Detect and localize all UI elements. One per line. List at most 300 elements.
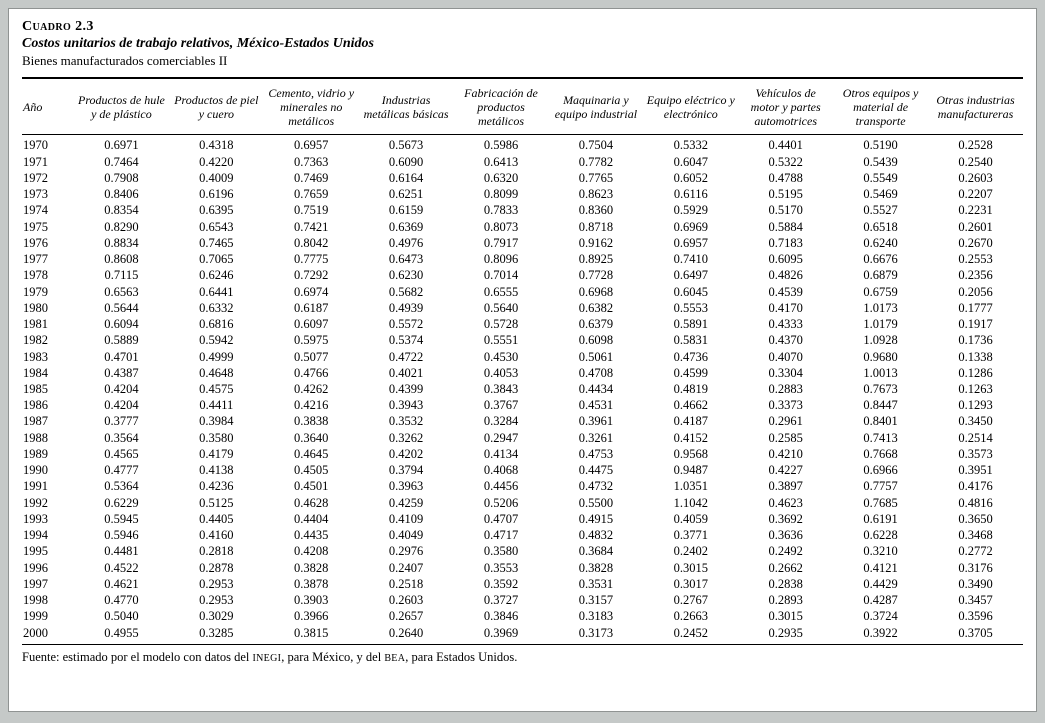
value-cell: 0.2961: [768, 414, 803, 429]
year-cell: 1984: [23, 365, 48, 380]
value-cell: 0.4134: [483, 446, 519, 461]
value-cell: 0.9680: [863, 349, 898, 364]
value-cell: 0.5439: [863, 154, 898, 169]
value-cell: 0.4401: [768, 138, 803, 153]
value-cell: 0.5040: [104, 609, 139, 624]
value-cell: 0.4628: [294, 495, 329, 510]
value-cell: 0.7765: [578, 170, 614, 185]
value-cell: 0.4708: [578, 365, 614, 380]
value-cell: 0.4318: [199, 138, 234, 153]
data-table: [22, 77, 1023, 645]
table-row: [22, 560, 1023, 576]
value-cell: 0.7183: [768, 235, 803, 250]
value-cell: 0.4049: [388, 528, 424, 543]
value-cell: 0.2976: [388, 544, 424, 559]
table-row: [22, 333, 1023, 349]
value-cell: 0.4722: [388, 349, 424, 364]
value-cell: 0.2772: [958, 544, 993, 559]
value-cell: 0.5831: [673, 333, 708, 348]
table-row: [22, 625, 1023, 644]
table-row: [22, 446, 1023, 462]
year-cell: 1989: [23, 446, 48, 461]
value-cell: 0.6332: [199, 300, 234, 315]
value-cell: 0.3969: [483, 625, 519, 640]
year-cell: 1976: [23, 235, 48, 250]
value-cell: 0.4220: [199, 154, 234, 169]
value-cell: 0.8290: [104, 219, 139, 234]
value-cell: 0.5673: [388, 138, 424, 153]
value-cell: 0.3284: [483, 414, 519, 429]
column-header: Industrias metálicas básicas: [359, 78, 454, 135]
table-row: [22, 135, 1023, 154]
value-cell: 0.7519: [294, 203, 329, 218]
value-cell: 0.4216: [294, 398, 329, 413]
value-cell: 0.3724: [863, 609, 898, 624]
value-cell: 0.6968: [578, 284, 614, 299]
table-row: [22, 187, 1023, 203]
value-cell: 0.6095: [768, 252, 803, 267]
value-cell: 0.8354: [104, 203, 139, 218]
value-cell: 0.3838: [294, 414, 329, 429]
value-cell: 0.6473: [388, 252, 424, 267]
value-cell: 0.7775: [294, 252, 329, 267]
year-cell: 1988: [23, 430, 48, 445]
year-cell: 1995: [23, 544, 48, 559]
value-cell: 0.2514: [958, 430, 993, 445]
column-header: Productos de piel y cuero: [169, 78, 264, 135]
table-row: [22, 349, 1023, 365]
value-cell: 0.6395: [199, 203, 234, 218]
table-row: [22, 576, 1023, 592]
value-cell: 0.4955: [104, 625, 139, 640]
value-cell: 0.6555: [483, 284, 519, 299]
value-cell: 0.3684: [578, 544, 614, 559]
value-cell: 0.4187: [673, 414, 708, 429]
value-cell: 0.4202: [388, 446, 424, 461]
table-row: [22, 268, 1023, 284]
value-cell: 0.5190: [863, 138, 898, 153]
value-cell: 1.0173: [863, 300, 898, 315]
value-cell: 0.6974: [294, 284, 329, 299]
table-row: [22, 430, 1023, 446]
value-cell: 0.6971: [104, 138, 139, 153]
value-cell: 0.4539: [768, 284, 803, 299]
value-cell: 0.7908: [104, 170, 139, 185]
year-cell: 1985: [23, 381, 48, 396]
table-row: [22, 219, 1023, 235]
value-cell: 1.1042: [673, 495, 708, 510]
value-cell: 0.8042: [294, 235, 329, 250]
value-cell: 0.5640: [483, 300, 519, 315]
value-cell: 0.6382: [578, 300, 614, 315]
value-cell: 0.4707: [483, 511, 519, 526]
value-cell: 0.3262: [388, 430, 424, 445]
value-cell: 0.4021: [388, 365, 424, 380]
value-cell: 0.7659: [294, 187, 329, 202]
value-cell: 0.4736: [673, 349, 708, 364]
year-cell: 1987: [23, 414, 48, 429]
value-cell: 0.6191: [863, 511, 898, 526]
value-cell: 0.4204: [104, 398, 139, 413]
value-cell: 0.5322: [768, 154, 803, 169]
value-cell: 0.4262: [294, 381, 329, 396]
value-cell: 0.4645: [294, 446, 329, 461]
value-cell: 0.7917: [483, 235, 519, 250]
value-cell: 0.3564: [104, 430, 139, 445]
value-cell: 0.1777: [958, 300, 993, 315]
value-cell: 0.6094: [104, 317, 139, 332]
value-cell: 0.7685: [863, 495, 898, 510]
value-cell: 0.5469: [863, 187, 898, 202]
value-cell: 0.3173: [578, 625, 614, 640]
value-cell: 0.4208: [294, 544, 329, 559]
value-cell: 0.2452: [673, 625, 708, 640]
value-cell: 0.3828: [578, 560, 614, 575]
table-row: [22, 284, 1023, 300]
value-cell: 0.6879: [863, 268, 898, 283]
value-cell: 0.3015: [768, 609, 803, 624]
value-cell: 0.4070: [768, 349, 803, 364]
value-cell: 0.2838: [768, 576, 803, 591]
value-cell: 0.5986: [483, 138, 519, 153]
source-text: Fuente: estimado por el modelo con datos del: [22, 649, 253, 664]
value-cell: 0.3029: [199, 609, 234, 624]
document-page: [8, 8, 1037, 712]
year-cell: 1983: [23, 349, 48, 364]
value-cell: 0.7782: [578, 154, 614, 169]
table-title: Costos unitarios de trabajo relativos, México-Estados Unidos: [22, 36, 374, 51]
value-cell: 0.3650: [958, 511, 993, 526]
value-cell: 0.7115: [104, 268, 139, 283]
value-cell: 0.4009: [199, 170, 234, 185]
value-cell: 0.1917: [958, 317, 993, 332]
value-cell: 0.8360: [578, 203, 614, 218]
table-body: [22, 135, 1023, 644]
value-cell: 0.5170: [768, 203, 803, 218]
value-cell: 0.4179: [199, 446, 234, 461]
year-cell: 1970: [23, 138, 48, 153]
value-cell: 0.4976: [388, 235, 424, 250]
column-header: Fabricación de productos metálicos: [454, 78, 549, 135]
table-row: [22, 235, 1023, 251]
value-cell: 0.6246: [199, 268, 234, 283]
value-cell: 0.7465: [199, 235, 234, 250]
table-row: [22, 414, 1023, 430]
table-row: [22, 544, 1023, 560]
value-cell: 0.6966: [863, 463, 898, 478]
value-cell: 0.3922: [863, 625, 898, 640]
value-cell: 0.6196: [199, 187, 234, 202]
value-cell: 0.3450: [958, 414, 993, 429]
value-cell: 0.4788: [768, 170, 803, 185]
value-cell: 0.8447: [863, 398, 898, 413]
value-cell: 0.4204: [104, 381, 139, 396]
value-cell: 0.6047: [673, 154, 708, 169]
value-cell: 0.3636: [768, 528, 803, 543]
year-cell: 1998: [23, 593, 48, 608]
value-cell: 0.4753: [578, 446, 614, 461]
value-cell: 0.5728: [483, 317, 519, 332]
value-cell: 0.4370: [768, 333, 803, 348]
source-text: , para México, y del: [281, 649, 385, 664]
value-cell: 0.7014: [483, 268, 519, 283]
value-cell: 0.7464: [104, 154, 139, 169]
year-cell: 1977: [23, 252, 48, 267]
value-cell: 0.4399: [388, 381, 424, 396]
value-cell: 0.4501: [294, 479, 329, 494]
value-cell: 0.6098: [578, 333, 614, 348]
source-note: [22, 649, 567, 665]
value-cell: 0.6052: [673, 170, 708, 185]
column-header: Cemento, vidrio y minerales no metálicos: [264, 78, 359, 135]
value-cell: 0.6441: [199, 284, 234, 299]
value-cell: 0.3794: [388, 463, 424, 478]
value-cell: 0.2640: [388, 625, 424, 640]
value-cell: 0.4999: [199, 349, 234, 364]
value-cell: 0.5975: [294, 333, 329, 348]
value-cell: 0.4405: [199, 511, 234, 526]
value-cell: 0.5077: [294, 349, 329, 364]
value-cell: 0.5125: [199, 495, 234, 510]
year-cell: 1986: [23, 398, 48, 413]
value-cell: 0.4404: [294, 511, 329, 526]
value-cell: 0.6759: [863, 284, 898, 299]
value-cell: 0.2231: [958, 203, 993, 218]
value-cell: 0.4227: [768, 463, 803, 478]
value-cell: 0.3943: [388, 398, 424, 413]
value-cell: 0.4766: [294, 365, 329, 380]
value-cell: 0.7413: [863, 430, 898, 445]
value-cell: 0.3705: [958, 625, 993, 640]
value-cell: 0.6497: [673, 268, 708, 283]
value-cell: 0.9487: [673, 463, 708, 478]
value-cell: 0.7728: [578, 268, 614, 283]
value-cell: 0.2603: [388, 593, 424, 608]
value-cell: 0.5942: [199, 333, 234, 348]
value-cell: 0.6187: [294, 300, 329, 315]
value-cell: 0.4176: [958, 479, 993, 494]
value-cell: 0.4662: [673, 398, 708, 413]
value-cell: 0.3373: [768, 398, 803, 413]
value-cell: 0.4621: [104, 576, 139, 591]
value-cell: 0.2935: [768, 625, 803, 640]
value-cell: 0.3304: [768, 365, 803, 380]
value-cell: 0.2540: [958, 154, 993, 169]
value-cell: 0.8099: [483, 187, 519, 202]
year-cell: 1978: [23, 268, 48, 283]
value-cell: 0.4623: [768, 495, 803, 510]
value-cell: 0.7292: [294, 268, 329, 283]
year-cell: 1980: [23, 300, 48, 315]
value-cell: 0.2883: [768, 381, 803, 396]
value-cell: 0.5929: [673, 203, 708, 218]
value-cell: 0.5946: [104, 528, 139, 543]
source-text: , para Estados Unidos.: [405, 649, 518, 664]
value-cell: 0.5551: [483, 333, 519, 348]
value-cell: 0.6159: [388, 203, 424, 218]
table-row: [22, 398, 1023, 414]
value-cell: 0.3457: [958, 593, 993, 608]
value-cell: 0.5644: [104, 300, 139, 315]
value-cell: 0.4456: [483, 479, 519, 494]
table-row: [22, 316, 1023, 332]
column-header: Otros equipos y material de transporte: [833, 78, 928, 135]
value-cell: 0.5195: [768, 187, 803, 202]
value-cell: 0.5945: [104, 511, 139, 526]
value-cell: 0.8834: [104, 235, 139, 250]
value-cell: 0.5061: [578, 349, 614, 364]
value-cell: 0.8623: [578, 187, 614, 202]
year-cell: 1973: [23, 187, 48, 202]
value-cell: 1.0013: [863, 365, 898, 380]
column-header: Productos de hule y de plástico: [74, 78, 169, 135]
value-cell: 0.8096: [483, 252, 519, 267]
year-cell: 1981: [23, 317, 48, 332]
value-cell: 0.6518: [863, 219, 898, 234]
value-cell: 0.4770: [104, 593, 139, 608]
value-cell: 0.6369: [388, 219, 424, 234]
value-cell: 0.2818: [199, 544, 234, 559]
value-cell: 0.3828: [294, 560, 329, 575]
value-cell: 0.4170: [768, 300, 803, 315]
value-cell: 0.3532: [388, 414, 424, 429]
value-cell: 0.2953: [199, 593, 234, 608]
value-cell: 0.6045: [673, 284, 708, 299]
value-cell: 0.4259: [388, 495, 424, 510]
value-cell: 0.3640: [294, 430, 329, 445]
value-cell: 0.1263: [958, 381, 993, 396]
year-cell: 1974: [23, 203, 48, 218]
value-cell: 0.3596: [958, 609, 993, 624]
value-cell: 0.4575: [199, 381, 234, 396]
value-cell: 0.3897: [768, 479, 803, 494]
value-cell: 0.2518: [388, 576, 424, 591]
value-cell: 0.2601: [958, 219, 993, 234]
column-header: Año: [22, 78, 74, 135]
value-cell: 1.0179: [863, 317, 898, 332]
value-cell: 0.7668: [863, 446, 898, 461]
value-cell: 0.4435: [294, 528, 329, 543]
value-cell: 0.2603: [958, 170, 993, 185]
table-row: [22, 300, 1023, 316]
value-cell: 0.6116: [673, 187, 708, 202]
value-cell: 0.7833: [483, 203, 519, 218]
value-cell: 0.8401: [863, 414, 898, 429]
value-cell: 0.8073: [483, 219, 519, 234]
value-cell: 0.3017: [673, 576, 708, 591]
value-cell: 0.3767: [483, 398, 519, 413]
value-cell: 0.5374: [388, 333, 424, 348]
column-header: Otras industrias manufactureras: [928, 78, 1023, 135]
value-cell: 0.3285: [199, 625, 234, 640]
year-cell: 1997: [23, 576, 48, 591]
value-cell: 0.4434: [578, 381, 614, 396]
value-cell: 0.7363: [294, 154, 329, 169]
value-cell: 0.6229: [104, 495, 139, 510]
value-cell: 0.3592: [483, 576, 519, 591]
value-cell: 0.4717: [483, 528, 519, 543]
value-cell: 0.3553: [483, 560, 519, 575]
value-cell: 0.3984: [199, 414, 234, 429]
value-cell: 0.2402: [673, 544, 708, 559]
value-cell: 0.4599: [673, 365, 708, 380]
value-cell: 0.3490: [958, 576, 993, 591]
table-row: [22, 170, 1023, 186]
value-cell: 0.3815: [294, 625, 329, 640]
value-cell: 0.3210: [863, 544, 898, 559]
value-cell: 0.2767: [673, 593, 708, 608]
value-cell: 0.7757: [863, 479, 898, 494]
value-cell: 0.3580: [483, 544, 519, 559]
value-cell: 0.3261: [578, 430, 614, 445]
column-header: Vehículos de motor y partes automotrices: [738, 78, 833, 135]
value-cell: 0.4530: [483, 349, 519, 364]
value-cell: 0.2207: [958, 187, 993, 202]
value-cell: 0.2947: [483, 430, 519, 445]
value-cell: 0.2528: [958, 138, 993, 153]
value-cell: 0.7504: [578, 138, 614, 153]
value-cell: 0.3951: [958, 463, 993, 478]
table-row: [22, 381, 1023, 397]
value-cell: 0.5527: [863, 203, 898, 218]
value-cell: 0.3176: [958, 560, 993, 575]
value-cell: 0.2407: [388, 560, 424, 575]
value-cell: 0.5884: [768, 219, 803, 234]
year-cell: 1996: [23, 560, 48, 575]
value-cell: 0.4059: [673, 511, 708, 526]
year-cell: 2000: [23, 625, 48, 640]
value-cell: 0.4138: [199, 463, 234, 478]
value-cell: 0.6676: [863, 252, 898, 267]
value-cell: 0.2663: [673, 609, 708, 624]
value-cell: 0.3573: [958, 446, 993, 461]
year-cell: 1975: [23, 219, 48, 234]
value-cell: 1.0928: [863, 333, 898, 348]
value-cell: 0.4475: [578, 463, 614, 478]
value-cell: 0.7065: [199, 252, 234, 267]
value-cell: 0.4068: [483, 463, 519, 478]
table-row: [22, 365, 1023, 381]
value-cell: 0.6957: [673, 235, 708, 250]
table-subtitle: Bienes manufacturados comerciables II: [22, 53, 228, 68]
header-row: [22, 78, 1023, 135]
value-cell: 0.4287: [863, 593, 898, 608]
year-cell: 1994: [23, 528, 48, 543]
value-cell: 0.6379: [578, 317, 614, 332]
value-cell: 0.3843: [483, 381, 519, 396]
value-cell: 0.2585: [768, 430, 803, 445]
value-cell: 0.5549: [863, 170, 898, 185]
column-header: Maquinaria y equipo industrial: [548, 78, 643, 135]
value-cell: 0.8406: [104, 187, 139, 202]
value-cell: 0.4333: [768, 317, 803, 332]
value-cell: 0.7410: [673, 252, 708, 267]
value-cell: 0.3531: [578, 576, 614, 591]
value-cell: 0.4109: [388, 511, 424, 526]
value-cell: 0.6413: [483, 154, 519, 169]
value-cell: 0.7421: [294, 219, 329, 234]
value-cell: 0.1293: [958, 398, 993, 413]
table-row: [22, 609, 1023, 625]
value-cell: 0.7673: [863, 381, 898, 396]
value-cell: 0.6240: [863, 235, 898, 250]
value-cell: 0.6228: [863, 528, 898, 543]
value-cell: 0.3903: [294, 593, 329, 608]
value-cell: 0.4121: [863, 560, 898, 575]
value-cell: 0.6543: [199, 219, 234, 234]
value-cell: 0.5891: [673, 317, 708, 332]
value-cell: 0.1338: [958, 349, 993, 364]
